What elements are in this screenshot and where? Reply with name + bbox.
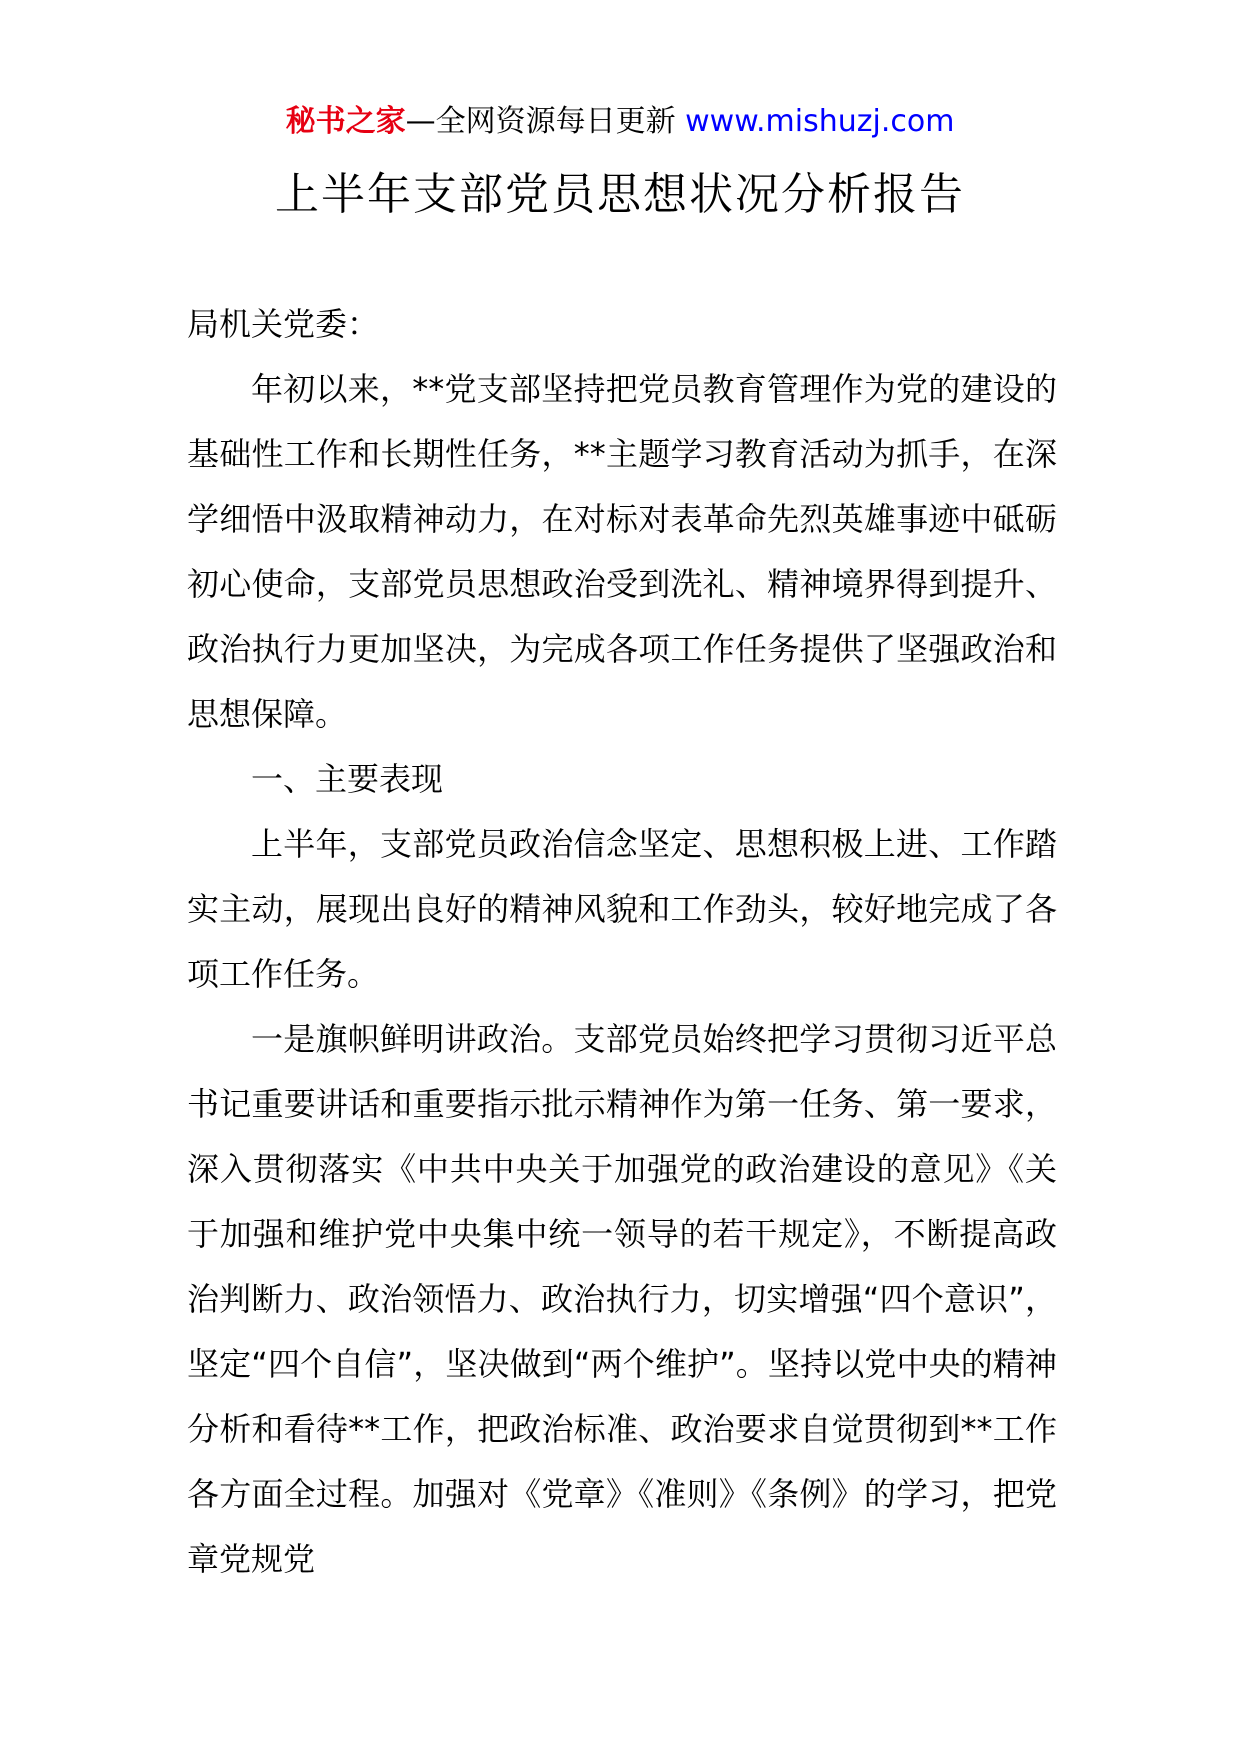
brand-tagline: —全网资源每日更新 — [405, 104, 686, 139]
paragraph-point-one: 一是旗帜鲜明讲政治。支部党员始终把学习贯彻习近平总书记重要讲话和重要指示批示精神作为第一任务、第一要求，深入贯彻落实《中共中央关于加强党的政治建设的意见》《关于加强和维护党中央集中统一领导的若干规定》，不断提高政治判断力、政治领悟力、政治执行力，切实增强“四个意识”，坚定“四个自信”，坚决做到“两个维护”。坚持以党中央的精神分析和看待**工作，把政治标准、政治要求自觉贯彻到**工作各方面全过程。加强对《党章》《准则》《条例》的学习，把党章党规党 — [187, 1020, 1057, 1578]
paragraph-summary: 上半年，支部党员政治信念坚定、思想积极上进、工作踏实主动，展现出良好的精神风貌和工作劲头，较好地完成了各项工作任务。 — [187, 825, 1057, 993]
watermark-header — [0, 100, 1240, 144]
brand-name: 秘书之家 — [285, 104, 406, 139]
document-title: 上半年支部党员思想状况分析报告 — [275, 169, 965, 220]
paragraph-intro: 年初以来，**党支部坚持把党员教育管理作为党的建设的基础性工作和长期性任务，**主题学习教育活动为抓手，在深学细悟中汲取精神动力，在对标对表革命先烈英雄事迹中砥砺初心使命，支部党员思想政治受到洗礼、精神境界得到提升、政治执行力更加坚决，为完成各项工作任务提供了坚强政治和思想保障。 — [187, 370, 1057, 733]
brand-url: www.mishuzj.com — [685, 104, 955, 139]
salutation: 局机关党委： — [187, 305, 380, 343]
document-body — [187, 292, 1057, 1592]
section-heading: 一、主要表现 — [251, 760, 444, 798]
